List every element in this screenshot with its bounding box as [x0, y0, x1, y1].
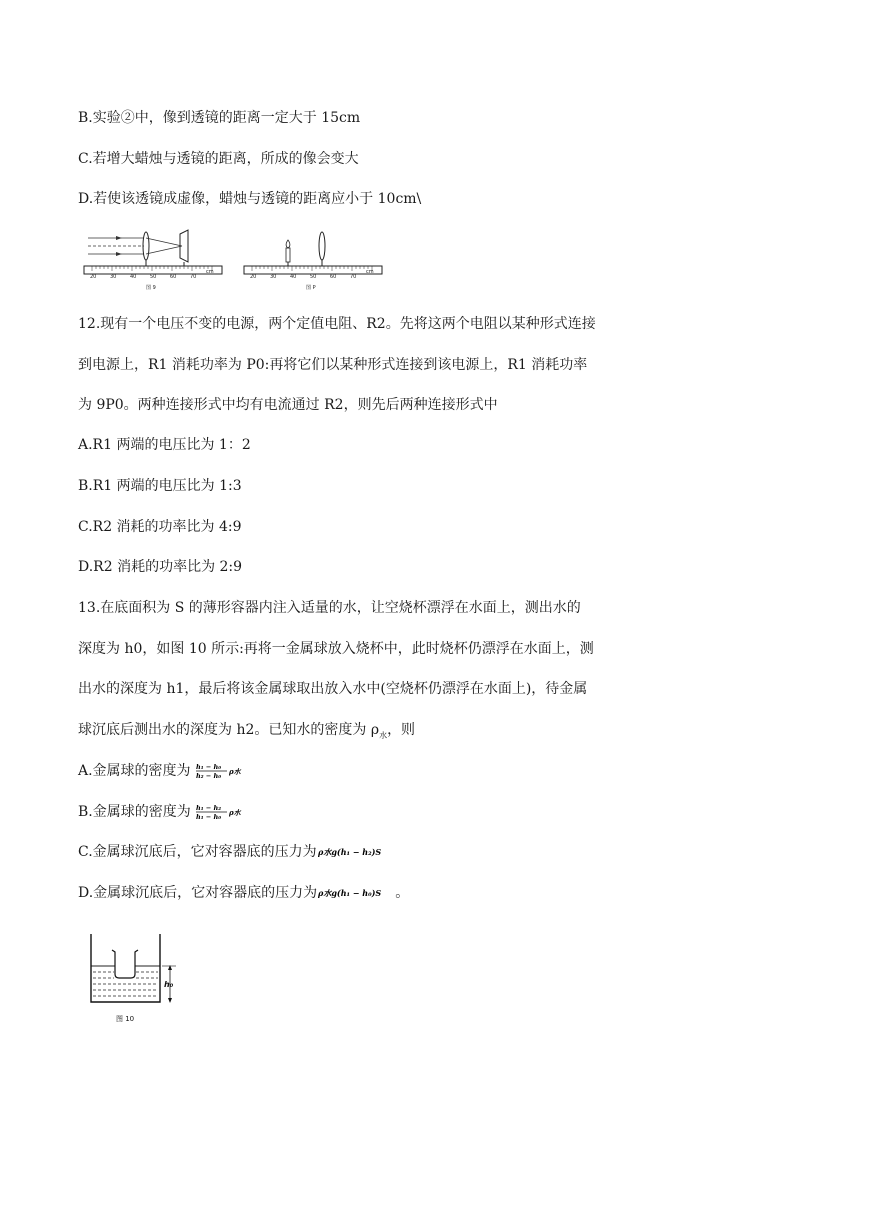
q13-line4	[78, 721, 415, 741]
formula-a-num: h₁ − h₀	[196, 763, 222, 771]
tick-label: 30	[270, 274, 277, 280]
figure9-right-caption: 图 P	[306, 285, 316, 291]
q13-option-a	[78, 762, 257, 780]
q12-line3: 为 9P0。两种连接形式中均有电流通过 R2，则先后两种连接形式中	[78, 397, 498, 413]
q13-line2: 深度为 h0，如图 10 所示:再将一金属球放入烧杯中，此时烧杯仍漂浮在水面上，测	[78, 641, 594, 657]
formula-a	[195, 762, 257, 780]
tick-label: 70	[190, 274, 197, 280]
tick-label: 70	[350, 274, 357, 280]
formula-c	[317, 845, 395, 859]
q13-line1: 13.在底面积为 S 的薄形容器内注入适量的水，让空烧杯漂浮在水面上，测出水的	[78, 600, 581, 616]
q12-option-d: D.R2 消耗的功率比为 2:9	[78, 559, 243, 575]
tick-label: 50	[310, 274, 317, 280]
q13-line3: 出水的深度为 h1，最后将该金属球取出放入水中(空烧杯仍漂浮在水面上)，待金属	[78, 681, 588, 697]
q13-option-d-text: D.金属球沉底后，它对容器底的压力为	[78, 885, 318, 901]
tick-label: 20	[250, 274, 257, 280]
formula-b-tail: ρ水	[229, 808, 241, 817]
tick-label: 40	[290, 274, 297, 280]
figure10-caption: 图 10	[116, 1015, 135, 1023]
formula-d-expr: ρ水g(h₁ − h₀)S	[318, 888, 382, 898]
q13-option-d-end: 。	[395, 885, 410, 901]
h0-label: h₀	[164, 980, 174, 989]
q13-option-a-text: A.金属球的密度为	[78, 763, 191, 779]
formula-c-expr: ρ水g(h₁ − h₂)S	[317, 847, 381, 857]
unit-label: cm	[366, 269, 374, 275]
unit-label: cm	[206, 269, 214, 275]
q13-line4-end: ，则	[387, 722, 416, 738]
q13-line4-sub: 水	[379, 731, 388, 740]
tick-label: 60	[330, 274, 337, 280]
left-optical-bench	[84, 230, 222, 291]
option-d-prev: D.若使该透镜成虚像，蜡烛与透镜的距离应小于 10cm\	[78, 191, 422, 207]
tick-label: 20	[90, 274, 97, 280]
option-b-prev: B.实验②中，像到透镜的距离一定大于 15cm	[78, 110, 361, 126]
q12-option-c: C.R2 消耗的功率比为 4:9	[78, 519, 242, 535]
formula-b	[195, 803, 257, 821]
option-c-prev: C.若增大蜡烛与透镜的距离，所成的像会变大	[78, 151, 359, 167]
q13-option-c	[78, 843, 395, 861]
q13-option-d	[78, 884, 409, 902]
q13-option-c-text: C.金属球沉底后，它对容器底的压力为	[78, 844, 317, 860]
tick-label: 50	[150, 274, 157, 280]
q12-option-a: A.R1 两端的电压比为 1：2	[78, 437, 251, 453]
q13-option-b	[78, 803, 257, 821]
q12-line1: 12.现有一个电压不变的电源，两个定值电阻、R2。先将这两个电阻以某种形式连接	[78, 316, 596, 332]
formula-a-tail: ρ水	[229, 767, 241, 776]
q13-option-b-text: B.金属球的密度为	[78, 804, 191, 820]
container-figure	[88, 930, 188, 1030]
formula-d	[317, 886, 395, 900]
beaker	[112, 950, 138, 978]
q13-line4-text: 球沉底后测出水的深度为 h2。已知水的密度为 ρ	[78, 722, 380, 738]
formula-b-num: h₁ − h₂	[196, 804, 222, 812]
formula-b-den: h₁ − h₀	[196, 813, 222, 821]
q12-option-b: B.R1 两端的电压比为 1:3	[78, 478, 242, 494]
tick-label: 60	[170, 274, 177, 280]
optical-bench-figure	[82, 226, 392, 294]
right-optical-bench	[244, 232, 382, 291]
tick-label: 30	[110, 274, 117, 280]
figure9-left-caption: 图 9	[146, 285, 156, 291]
q12-line2: 到电源上，R1 消耗功率为 P0:再将它们以某种形式连接到该电源上，R1 消耗功率	[78, 357, 588, 373]
formula-a-den: h₂ − h₀	[196, 772, 222, 780]
tick-label: 40	[130, 274, 137, 280]
